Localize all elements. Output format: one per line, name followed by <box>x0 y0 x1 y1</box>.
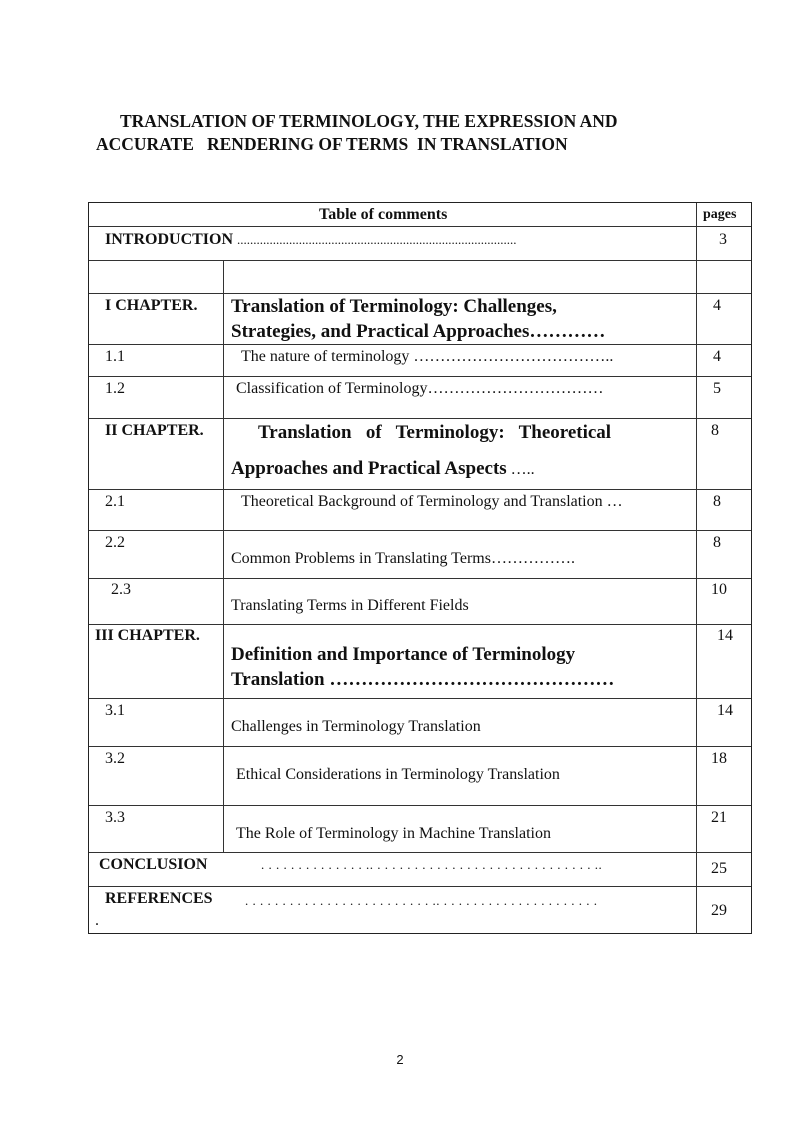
chapter-2-page: 8 <box>711 422 719 439</box>
section-title: Classification of Terminology…………………………… <box>236 380 604 397</box>
references-page: 29 <box>711 902 727 919</box>
section-number: 2.2 <box>105 534 125 551</box>
references-label: REFERENCES <box>105 890 213 907</box>
row-divider <box>89 624 751 625</box>
label-column-divider <box>223 260 224 852</box>
conclusion-page: 25 <box>711 860 727 877</box>
section-title: The Role of Terminology in Machine Translation <box>236 825 551 842</box>
section-page: 5 <box>713 380 721 397</box>
chapter-2-title-line-1: Translation of Terminology: Theoretical <box>258 422 612 443</box>
section-number: 2.1 <box>105 493 125 510</box>
section-page: 14 <box>717 702 733 719</box>
pages-column-divider <box>696 203 697 934</box>
section-page: 8 <box>713 534 721 551</box>
section-number: 3.3 <box>105 809 125 826</box>
chapter-3-label: III CHAPTER. <box>95 627 200 644</box>
section-title: Translating Terms in Different Fields <box>231 597 469 614</box>
chapter-2-title-line-2: Approaches and Practical Aspects <box>231 458 507 479</box>
chapter-2-label: II CHAPTER. <box>105 422 204 439</box>
row-divider <box>89 805 751 806</box>
row-divider <box>89 746 751 747</box>
row-divider <box>89 530 751 531</box>
conclusion-label: CONCLUSION <box>99 856 208 873</box>
introduction-row <box>105 230 517 250</box>
section-number: 2.3 <box>111 581 131 598</box>
table-header: Table of comments <box>319 206 448 223</box>
chapter-2-title-line-2-wrap <box>231 456 535 482</box>
pages-header: pages <box>703 207 737 222</box>
section-page: 10 <box>711 581 727 598</box>
row-divider <box>89 376 751 377</box>
section-page: 8 <box>713 493 721 510</box>
chapter-3-page: 14 <box>717 627 733 644</box>
section-page: 18 <box>711 750 727 767</box>
row-divider <box>89 578 751 579</box>
section-title: Ethical Considerations in Terminology Translation <box>236 766 560 783</box>
title-line-2: ACCURATE RENDERING OF TERMS IN TRANSLATION <box>96 134 568 154</box>
section-page: 21 <box>711 809 727 826</box>
section-title: Challenges in Terminology Translation <box>231 718 481 735</box>
section-title: Theoretical Background of Terminology and Translation … <box>241 493 623 510</box>
section-number: 3.1 <box>105 702 125 719</box>
chapter-1-title-line-1: Translation of Terminology: Challenges, <box>231 296 557 317</box>
section-title: The nature of terminology ……………………………….. <box>241 348 614 365</box>
references-extra-dot: . <box>95 912 99 929</box>
row-divider <box>89 226 751 227</box>
section-number: 1.1 <box>105 348 125 365</box>
section-page: 4 <box>713 348 721 365</box>
page-number: 2 <box>396 1052 404 1067</box>
document-title <box>96 110 696 156</box>
section-title: Common Problems in Translating Terms……………. <box>231 550 575 567</box>
title-line-1: TRANSLATION OF TERMINOLOGY, THE EXPRESSION AND <box>120 111 618 131</box>
row-divider <box>89 886 751 887</box>
chapter-1-page: 4 <box>713 297 721 314</box>
chapter-3-title-line-2: Translation ……………………………………… <box>231 669 615 690</box>
table-of-contents <box>88 202 752 934</box>
references-dots: . . . . . . . . . . . . . . . . . . . . . . . . . .. . . . . . . . . . . . . . . . . . . . . . <box>245 893 598 908</box>
chapter-1-title-line-2: Strategies, and Practical Approaches………… <box>231 321 606 342</box>
section-number: 3.2 <box>105 750 125 767</box>
conclusion-dots: . . . . . . . . . . . . . . .. . . . . . . . . . . . . . . . . . . . . . . . . . . . . . .. <box>261 857 603 872</box>
chapter-2-title-dots: ….. <box>506 461 535 478</box>
row-divider <box>89 418 751 419</box>
introduction-dots: ...................................................................................... <box>237 232 517 247</box>
row-divider <box>89 698 751 699</box>
row-divider <box>89 852 751 853</box>
row-divider <box>89 489 751 490</box>
chapter-1-label: I CHAPTER. <box>105 297 198 314</box>
row-divider <box>89 344 751 345</box>
introduction-label: INTRODUCTION <box>105 231 234 248</box>
section-number: 1.2 <box>105 380 125 397</box>
introduction-page: 3 <box>719 231 727 248</box>
chapter-3-title-line-1: Definition and Importance of Terminology <box>231 644 576 665</box>
row-divider <box>89 260 751 261</box>
